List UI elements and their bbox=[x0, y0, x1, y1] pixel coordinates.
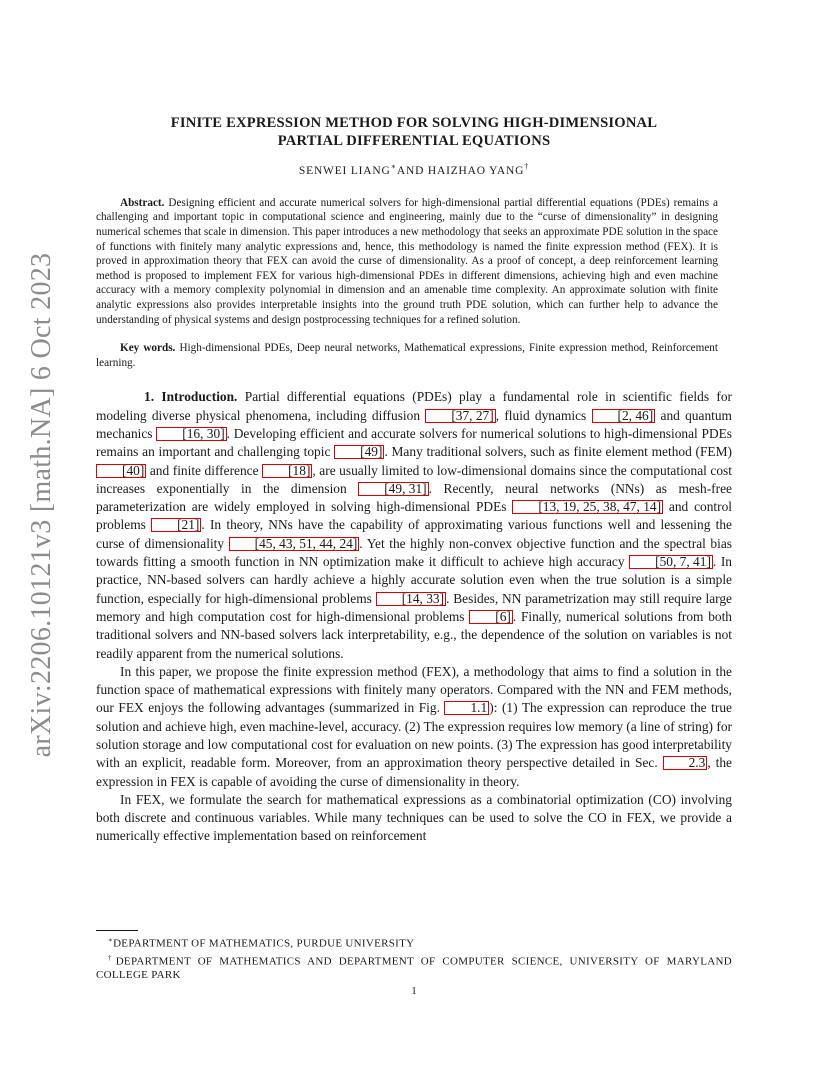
author-footnote-mark: † bbox=[524, 162, 530, 171]
paragraph-text: In this paper, we propose the finite expression method (FEX), a methodology that aims to find a solution in the function space of mathematical expressions with finitely many operators. Compared with the NN and FEM methods, our FEX enjoys the following advantages (summarized in Fig. bbox=[96, 663, 732, 716]
citation-link[interactable]: [16, 30] bbox=[156, 427, 226, 441]
abstract-text: Designing efficient and accurate numerical solvers for high-dimensional partial differential equations (PDEs) remains a challenging and important topic in computational science and engineering, mainly due to the “curse of dimensionality” in designing numerical schemes that scale in dimension. This paper introduces a new methodology that seeks an approximate PDE solution in the space of functions with finitely many analytic expressions and, hence, this methodology is named the finite expression method (FEX). It is proved in approximation theory that FEX can avoid the curse of dimensionality. As a proof of concept, a deep reinforcement learning method is proposed to implement FEX for various high-dimensional PDEs in different dimensions, achieving high and even machine accuracy with a memory complexity polynomial in dimension and an amenable time complexity. An approximate solution with finite analytic expressions also provides interpretable insights into the ground truth PDE solution, which can further help to advance the understanding of physical systems and design postprocessing techniques for a refined solution. bbox=[96, 196, 718, 326]
section-link[interactable]: 2.3 bbox=[663, 756, 708, 770]
paragraph-text: In FEX, we formulate the search for mathematical expressions as a combinatorial optimization (CO) involving both discrete and continuous variables. While many techniques can be used to solve the CO in FEX, we provide a numerically effective implementation based on reinforcement bbox=[96, 791, 732, 844]
author-name: HAIZHAO YANG bbox=[427, 164, 525, 177]
paragraph-text: . Yet the highly non-convex objective function and the spectral bias towards fitting a smooth function in NN optimization make it difficult to achieve high accuracy bbox=[96, 535, 732, 570]
page-number: 1 bbox=[411, 985, 417, 997]
citation-link[interactable]: [49] bbox=[334, 445, 384, 459]
paper-title-line-2: PARTIAL DIFFERENTIAL EQUATIONS bbox=[277, 133, 551, 149]
paragraph-text: . Finally, numerical solutions from both traditional solvers and NN-based solvers lack interpretability, e.g., the dependence of the solution on variables is not readily apparent from the numerical solutions. bbox=[96, 608, 732, 661]
paper-page bbox=[96, 114, 732, 846]
author-name: SENWEI LIANG bbox=[298, 164, 391, 177]
footnote-text: DEPARTMENT OF MATHEMATICS AND DEPARTMENT OF COMPUTER SCIENCE, UNIVERSITY OF MARYLAND COLLEGE PARK bbox=[96, 955, 732, 982]
paragraph-text: . Besides, NN parametrization may still require large memory and high computation cost for high-dimensional problems bbox=[96, 590, 732, 624]
paragraph-text: and quantum mechanics bbox=[96, 407, 732, 441]
keywords-text: High-dimensional PDEs, Deep neural networks, Mathematical expressions, Finite expression method, Reinforcement learning. bbox=[96, 342, 718, 369]
paragraph-text: . Recently, neural networks (NNs) as mesh-free parameterization are widely employed in solving high-dimensional PDEs bbox=[96, 480, 732, 515]
citation-link[interactable]: [37, 27] bbox=[425, 409, 495, 423]
abstract bbox=[96, 196, 718, 327]
paragraph-text: , fluid dynamics bbox=[495, 407, 592, 423]
citation-link[interactable]: [40] bbox=[96, 464, 146, 478]
arxiv-identifier-text: arXiv:2206.10121v3 [math.NA] 6 Oct 2023 bbox=[26, 252, 57, 758]
footnote-mark: † bbox=[108, 953, 116, 962]
keywords bbox=[96, 341, 718, 370]
paragraph-text: Partial differential equations (PDEs) play a fundamental role in scientific fields for modeling diverse physical phenomena, including diffusion bbox=[96, 389, 732, 423]
footnote-text: DEPARTMENT OF MATHEMATICS, PURDUE UNIVERSITY bbox=[113, 937, 415, 950]
paragraph-text: and control problems bbox=[96, 499, 732, 533]
paragraph bbox=[96, 791, 732, 846]
author-conjunction: AND bbox=[396, 164, 425, 177]
paper-title-line-1: FINITE EXPRESSION METHOD FOR SOLVING HIGH-DIMENSIONAL bbox=[170, 115, 658, 131]
footnote-divider bbox=[96, 930, 138, 931]
paragraph-text: , the expression in FEX is capable of avoiding the curse of dimensionality in theory. bbox=[96, 755, 732, 789]
paragraph-text: . In practice, NN-based solvers can hardly achieve a highly accurate solution even when the true solution is a simple function, especially for high-dimensional problems bbox=[96, 554, 732, 606]
paragraph-text: ): (1) The expression can reproduce the true solution and achieve high, even machine-level, accuracy. (2) The expression requires low memory (a line of string) for solution storage and low computational cost for evaluation on new points. (3) The expression has good interpretability with an explicit, readable form. Moreover, from an approximation theory perspective detailed in Sec. bbox=[96, 700, 732, 771]
paragraph bbox=[96, 388, 732, 662]
keywords-label: Key words. bbox=[120, 342, 176, 355]
citation-link[interactable]: [50, 7, 41] bbox=[629, 555, 713, 569]
paragraph-text: . Many traditional solvers, such as finite element method (FEM) bbox=[384, 444, 732, 460]
citation-link[interactable]: [14, 33] bbox=[376, 592, 446, 606]
footnote-mark: ∗ bbox=[108, 936, 114, 944]
paragraph-text: . Developing efficient and accurate solvers for numerical solutions to high-dimensional PDEs remains an important and challenging topic bbox=[96, 425, 733, 460]
paragraph-text: and finite difference bbox=[146, 462, 263, 478]
figure-link[interactable]: 1.1 bbox=[444, 701, 489, 715]
paragraph bbox=[96, 663, 732, 791]
author-list bbox=[96, 160, 732, 178]
introduction-section bbox=[96, 388, 732, 845]
arxiv-identifier-stamp bbox=[22, 250, 62, 760]
citation-link[interactable]: [45, 43, 51, 44, 24] bbox=[229, 537, 360, 551]
paper-title bbox=[96, 114, 732, 150]
citation-link[interactable]: [2, 46] bbox=[592, 409, 656, 423]
footnote bbox=[96, 951, 732, 983]
paragraph-text: , are usually limited to low-dimensional domains since the computational cost increases exponentially in the dimension bbox=[96, 462, 732, 496]
author-footnote-mark: ∗ bbox=[390, 162, 397, 171]
citation-link[interactable]: [13, 19, 25, 38, 47, 14] bbox=[512, 500, 663, 514]
citation-link[interactable]: [21] bbox=[151, 518, 201, 532]
footnotes bbox=[96, 930, 732, 982]
footnote bbox=[96, 933, 732, 951]
citation-link[interactable]: [6] bbox=[469, 610, 513, 624]
abstract-label: Abstract. bbox=[120, 196, 165, 209]
citation-link[interactable]: [49, 31] bbox=[358, 482, 428, 496]
paragraph-text: . In theory, NNs have the capability of approximating various functions well and lessening the curse of dimensionality bbox=[96, 517, 732, 551]
section-heading: 1. Introduction. bbox=[144, 389, 238, 405]
citation-link[interactable]: [18] bbox=[262, 464, 312, 478]
